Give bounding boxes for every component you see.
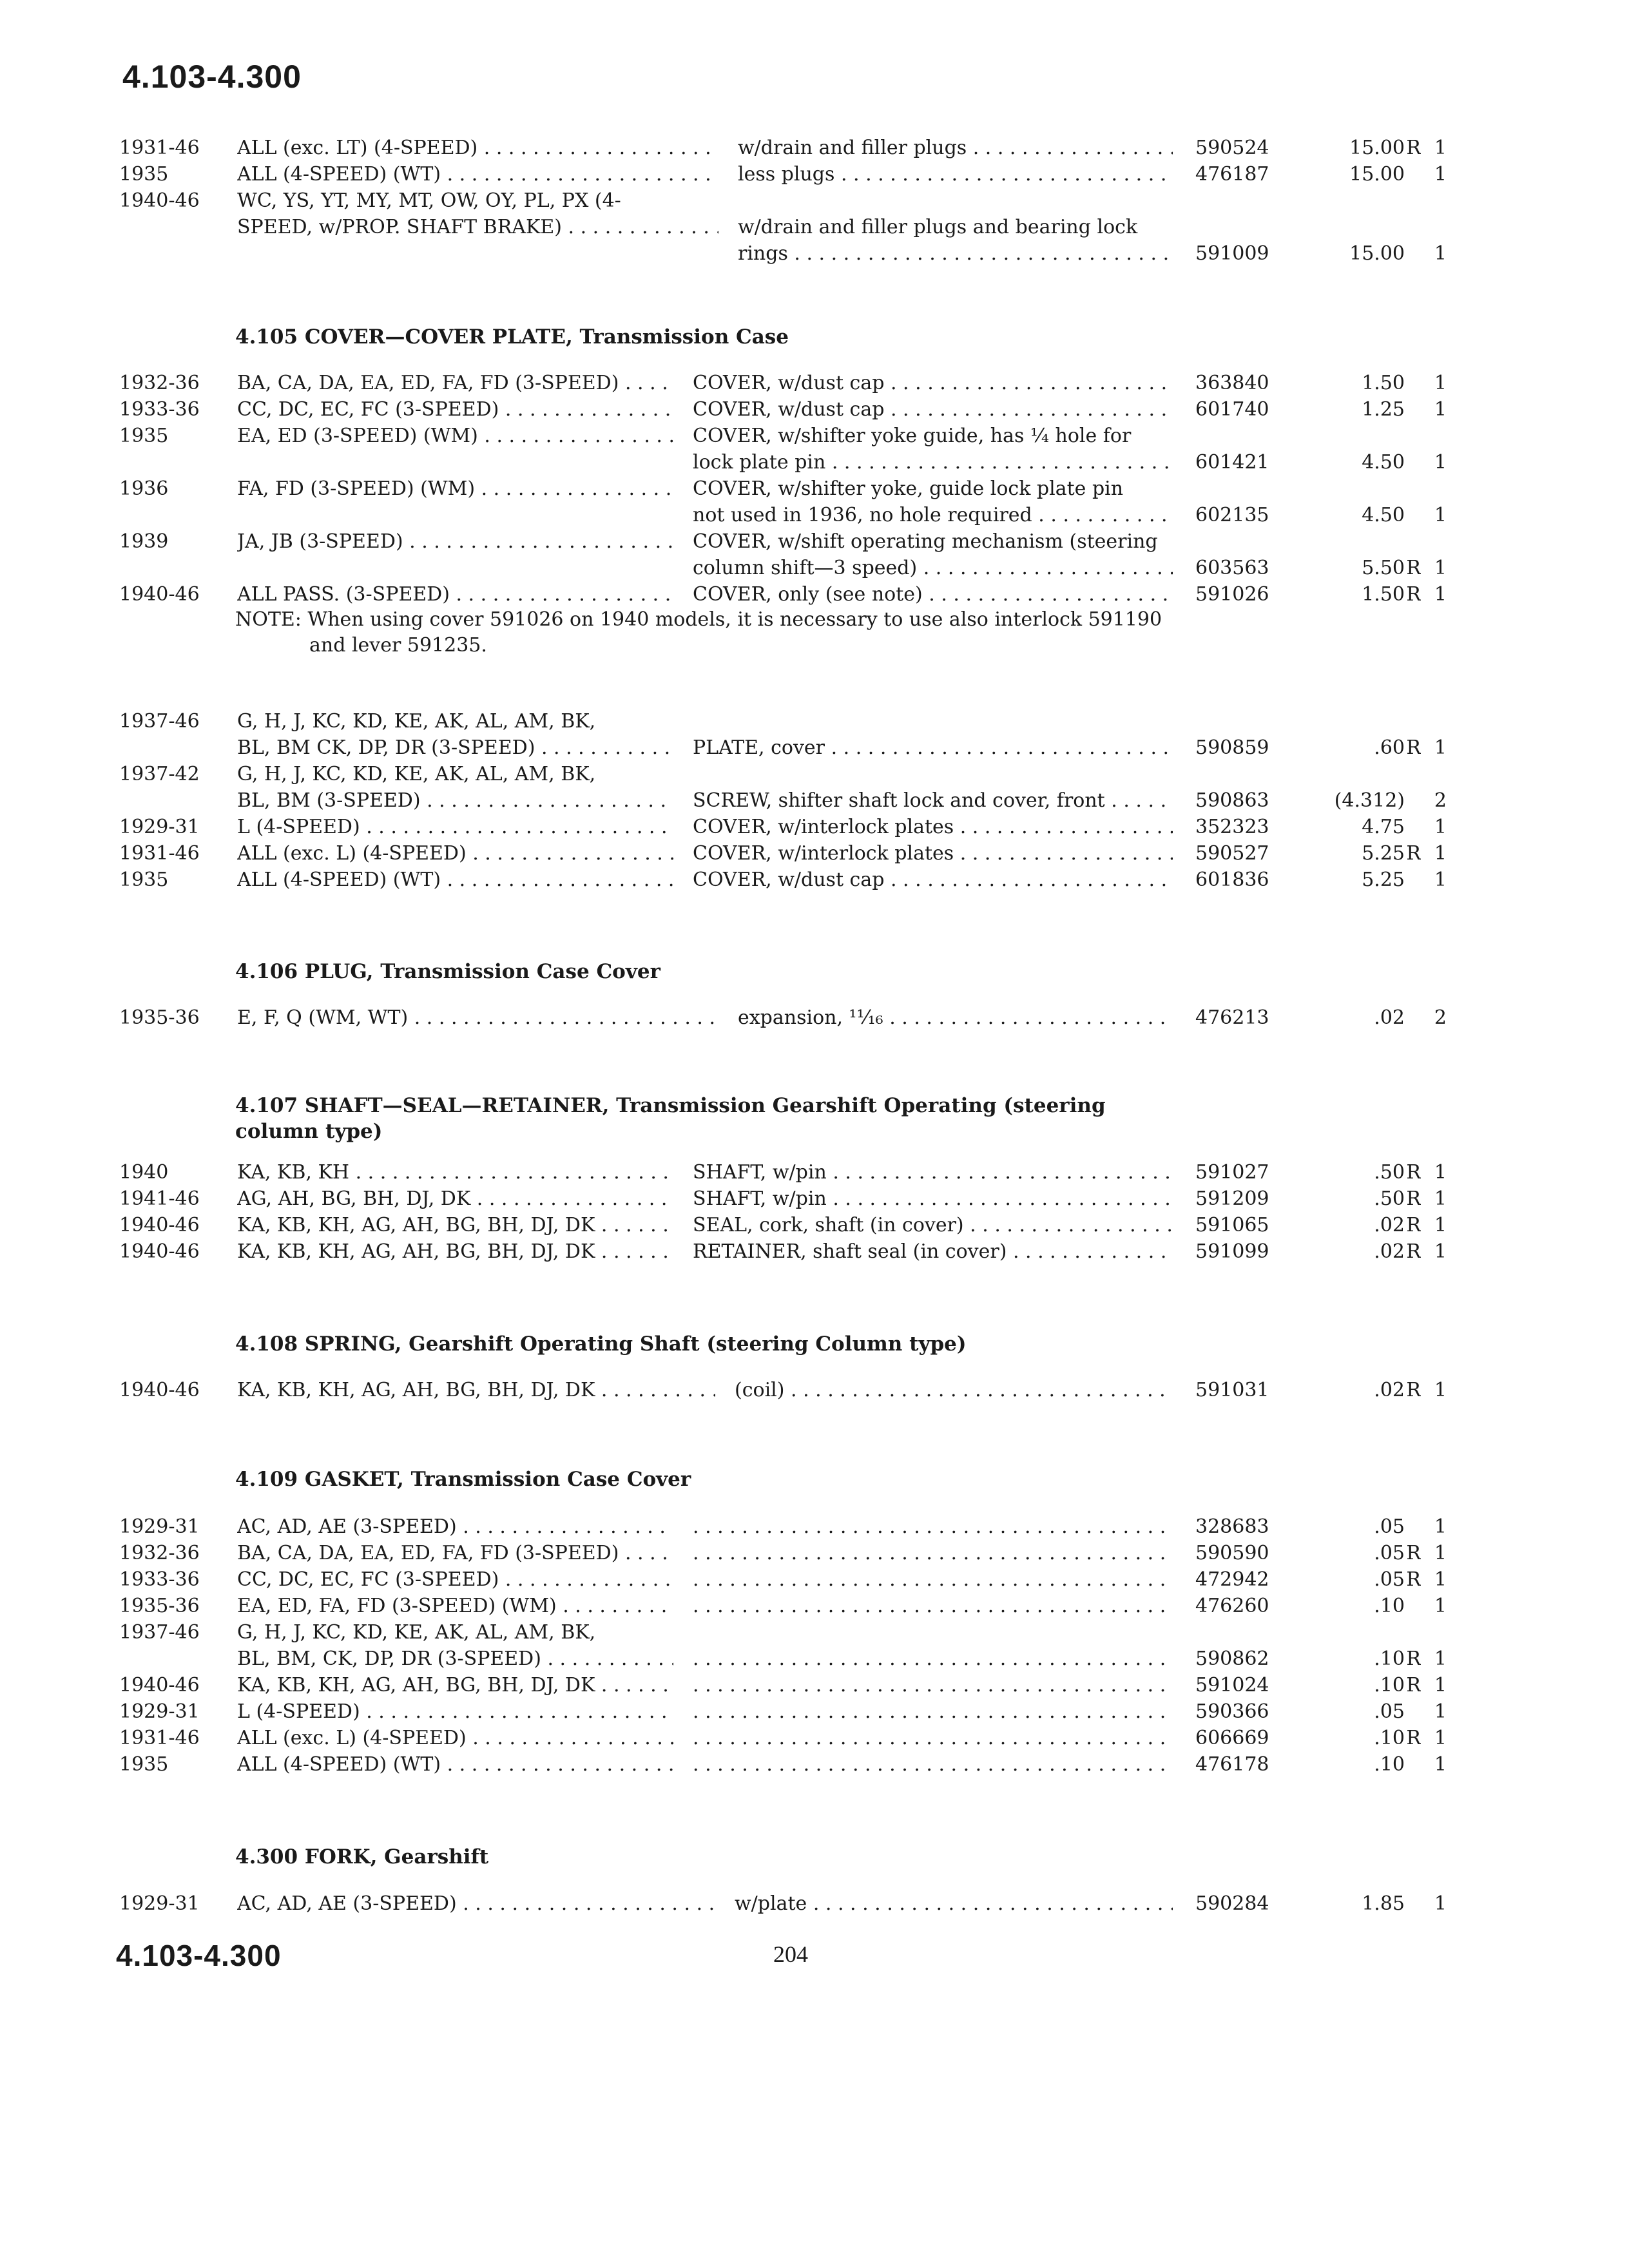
cell-price: .60: [1374, 736, 1405, 759]
cell-desc: SHAFT, w/pin . . .: [693, 1160, 1173, 1186]
cell-desc: COVER, only (see note) . . .: [693, 582, 1173, 608]
cell-model: WC, YS, YT, MY, MT, OW, OY, PL, PX (4-: [237, 189, 621, 212]
cell-year: 1935: [119, 869, 169, 891]
cell-flag: R: [1406, 1214, 1421, 1236]
cell-model: KA, KB, KH, AG, AH, BG, BH, DJ, DK . . .: [237, 1213, 673, 1238]
cell-qty: 1: [1434, 398, 1447, 421]
table-row: [0, 555, 1629, 581]
cell-flag: R: [1406, 1161, 1421, 1184]
table-row: [0, 814, 1629, 840]
cell-part: 590863: [1195, 789, 1269, 812]
cell-year: 1937-42: [119, 763, 200, 785]
cell-qty: 2: [1434, 789, 1447, 812]
table-row: [0, 788, 1629, 814]
table-row: [0, 1699, 1629, 1725]
cell-price: .05: [1374, 1542, 1405, 1564]
cell-model: KA, KB, KH, AG, AH, BG, BH, DJ, DK . . .: [237, 1673, 673, 1698]
cell-price: 15.00: [1349, 242, 1405, 265]
cell-qty: 1: [1434, 1674, 1447, 1696]
cell-price: .02: [1374, 1006, 1405, 1029]
cell-price: .10: [1374, 1753, 1405, 1776]
cell-price: 15.00: [1349, 163, 1405, 186]
cell-desc: lock plate pin . . .: [693, 450, 1173, 476]
cell-desc: not used in 1936, no hole required . . .: [693, 503, 1173, 528]
cell-desc: [693, 1673, 1173, 1698]
cell-desc: COVER, w/dust cap . . .: [693, 867, 1173, 893]
cell-qty: 1: [1434, 1648, 1447, 1670]
cell-model: AG, AH, BG, BH, DJ, DK . . .: [237, 1186, 673, 1212]
cell-price: .50: [1374, 1187, 1405, 1210]
page-header-code: 4.103-4.300: [122, 59, 302, 95]
cell-flag: R: [1406, 1568, 1421, 1591]
cell-price: 1.85: [1362, 1892, 1405, 1915]
cell-model: ALL (exc. L) (4-SPEED) . . .: [237, 1725, 673, 1751]
table-row: [0, 1752, 1629, 1778]
cell-model: BL, BM CK, DP, DR (3-SPEED) . . .: [237, 735, 673, 761]
cell-flag: R: [1406, 1187, 1421, 1210]
cell-part: 476213: [1195, 1006, 1269, 1029]
cell-year: 1929-31: [119, 1892, 200, 1915]
cell-part: 590366: [1195, 1700, 1269, 1723]
cell-part: 591209: [1195, 1187, 1269, 1210]
table-row: [0, 1005, 1629, 1031]
cell-desc: [693, 1725, 1173, 1751]
cell-part: 601836: [1195, 869, 1269, 891]
cell-desc: less plugs . . .: [738, 162, 1173, 187]
cell-year: 1940-46: [119, 1214, 200, 1236]
table-row: [0, 1891, 1629, 1917]
cell-qty: 1: [1434, 137, 1447, 159]
cell-price: 5.50: [1362, 557, 1405, 579]
cell-desc: RETAINER, shaft seal (in cover) . . .: [693, 1239, 1173, 1265]
cell-part: 328683: [1195, 1515, 1269, 1538]
cell-price: 4.50: [1362, 504, 1405, 526]
cell-price: .10: [1374, 1595, 1405, 1617]
cell-desc: COVER, w/dust cap . . .: [693, 397, 1173, 423]
cell-desc: [693, 1514, 1173, 1540]
cell-price: 4.50: [1362, 451, 1405, 474]
cell-year: 1929-31: [119, 816, 200, 838]
cell-model: BA, CA, DA, EA, ED, FA, FD (3-SPEED) . . .: [237, 370, 673, 396]
cell-part: 591009: [1195, 242, 1269, 265]
cell-price: .05: [1374, 1568, 1405, 1591]
cell-qty: 1: [1434, 1187, 1447, 1210]
cell-model: FA, FD (3-SPEED) (WM) . . .: [237, 476, 673, 502]
note-line-2: and lever 591235.: [309, 634, 487, 657]
table-row: [0, 215, 1629, 240]
cell-desc: [693, 1699, 1173, 1725]
cell-price: .02: [1374, 1214, 1405, 1236]
cell-year: 1929-31: [119, 1700, 200, 1723]
cell-desc: [693, 1593, 1173, 1619]
cell-price: .02: [1374, 1240, 1405, 1263]
cell-desc: (coil) . . .: [735, 1378, 1173, 1403]
cell-qty: 1: [1434, 1595, 1447, 1617]
cell-desc: [693, 1646, 1173, 1672]
cell-model: E, F, Q (WM, WT) . . .: [237, 1005, 718, 1031]
cell-part: 601740: [1195, 398, 1269, 421]
table-row: [0, 503, 1629, 528]
cell-model: JA, JB (3-SPEED) . . .: [237, 529, 673, 555]
cell-year: 1932-36: [119, 372, 200, 394]
cell-year: 1931-46: [119, 137, 200, 159]
section-title: 4.107 SHAFT—SEAL—RETAINER, Transmission Gearshift Operating (steering column type): [235, 1094, 1106, 1143]
table-row: [0, 1673, 1629, 1698]
table-row: [0, 1593, 1629, 1619]
cell-part: 591027: [1195, 1161, 1269, 1184]
cell-part: 590862: [1195, 1648, 1269, 1670]
cell-price: .10: [1374, 1648, 1405, 1670]
cell-year: 1940-46: [119, 1674, 200, 1696]
cell-desc: SEAL, cork, shaft (in cover) . . .: [693, 1213, 1173, 1238]
cell-model: KA, KB, KH, AG, AH, BG, BH, DJ, DK . . .: [237, 1378, 715, 1403]
cell-flag: R: [1406, 1727, 1421, 1749]
cell-part: 476178: [1195, 1753, 1269, 1776]
table-row: [0, 450, 1629, 476]
table-row: [0, 1239, 1629, 1265]
cell-part: 601421: [1195, 451, 1269, 474]
cell-part: 363840: [1195, 372, 1269, 394]
note-text: [235, 607, 1189, 658]
cell-qty: 1: [1434, 842, 1447, 865]
table-row: [0, 1186, 1629, 1212]
cell-price: .05: [1374, 1515, 1405, 1538]
section-title: 4.109 GASKET, Transmission Case Cover: [235, 1468, 691, 1491]
cell-price: 4.75: [1362, 816, 1405, 838]
cell-flag: R: [1406, 1240, 1421, 1263]
cell-part: 590527: [1195, 842, 1269, 865]
cell-model: ALL PASS. (3-SPEED) . . .: [237, 582, 673, 608]
cell-model: AC, AD, AE (3-SPEED) . . .: [237, 1514, 673, 1540]
cell-year: 1935-36: [119, 1006, 200, 1029]
cell-year: 1940-46: [119, 583, 200, 606]
cell-year: 1935: [119, 425, 169, 447]
cell-desc: w/drain and filler plugs . . .: [738, 135, 1173, 161]
table-row: [0, 1567, 1629, 1593]
cell-flag: R: [1406, 736, 1421, 759]
table-row: [0, 476, 1629, 502]
note-line-1: NOTE: When using cover 591026 on 1940 models, it is necessary to use also interlock 591190: [235, 608, 1162, 631]
cell-year: 1929-31: [119, 1515, 200, 1538]
cell-part: 606669: [1195, 1727, 1269, 1749]
cell-year: 1939: [119, 530, 169, 553]
cell-part: 591031: [1195, 1379, 1269, 1401]
table-row: [0, 370, 1629, 396]
cell-model: ALL (4-SPEED) (WT) . . .: [237, 867, 673, 893]
table-row: [0, 1620, 1629, 1646]
cell-model: SPEED, w/PROP. SHAFT BRAKE) . . .: [237, 215, 718, 240]
cell-qty: 1: [1434, 1892, 1447, 1915]
table-row: [0, 762, 1629, 787]
cell-model: ALL (4-SPEED) (WT) . . .: [237, 1752, 673, 1778]
cell-qty: 1: [1434, 736, 1447, 759]
cell-desc: column shift—3 speed) . . .: [693, 555, 1173, 581]
cell-qty: 1: [1434, 1161, 1447, 1184]
cell-price: .10: [1374, 1674, 1405, 1696]
table-row: [0, 735, 1629, 761]
page-number: 204: [773, 1941, 808, 1967]
table-row: [0, 162, 1629, 187]
cell-price: .02: [1374, 1379, 1405, 1401]
cell-year: 1931-46: [119, 842, 200, 865]
table-row: [0, 529, 1629, 555]
cell-part: 472942: [1195, 1568, 1269, 1591]
cell-qty: 1: [1434, 1568, 1447, 1591]
cell-price: .10: [1374, 1727, 1405, 1749]
cell-model: EA, ED (3-SPEED) (WM) . . .: [237, 423, 673, 449]
cell-model: BL, BM (3-SPEED) . . .: [237, 788, 673, 814]
cell-year: 1931-46: [119, 1727, 200, 1749]
section-title: 4.105 COVER—COVER PLATE, Transmission Case: [235, 325, 789, 349]
cell-desc: PLATE, cover . . .: [693, 735, 1173, 761]
cell-qty: 2: [1434, 1006, 1447, 1029]
table-row: [0, 867, 1629, 893]
cell-qty: 1: [1434, 451, 1447, 474]
cell-year: 1941-46: [119, 1187, 200, 1210]
cell-qty: 1: [1434, 163, 1447, 186]
cell-desc: rings . . .: [738, 241, 1173, 267]
table-row: [0, 709, 1629, 735]
cell-price: 1.50: [1362, 583, 1405, 606]
cell-part: 591099: [1195, 1240, 1269, 1263]
cell-year: 1932-36: [119, 1542, 200, 1564]
cell-desc: [693, 1541, 1173, 1566]
cell-qty: 1: [1434, 1214, 1447, 1236]
cell-year: 1937-46: [119, 710, 200, 733]
cell-year: 1940-46: [119, 1379, 200, 1401]
cell-year: 1940: [119, 1161, 169, 1184]
table-row: [0, 397, 1629, 423]
cell-desc: COVER, w/shifter yoke, guide lock plate pin: [693, 477, 1124, 500]
table-row: [0, 1160, 1629, 1186]
cell-part: 476187: [1195, 163, 1269, 186]
cell-model: BA, CA, DA, EA, ED, FA, FD (3-SPEED) . . .: [237, 1541, 673, 1566]
cell-qty: 1: [1434, 557, 1447, 579]
cell-model: KA, KB, KH, AG, AH, BG, BH, DJ, DK . . .: [237, 1239, 673, 1265]
cell-qty: 1: [1434, 1727, 1447, 1749]
cell-flag: R: [1406, 1379, 1421, 1401]
cell-qty: 1: [1434, 816, 1447, 838]
cell-part: 591065: [1195, 1214, 1269, 1236]
cell-part: 352323: [1195, 816, 1269, 838]
page-footer-code: 4.103-4.300: [116, 1939, 282, 1972]
cell-desc: COVER, w/shift operating mechanism (steering: [693, 530, 1158, 553]
cell-price: 15.00: [1349, 137, 1405, 159]
cell-model: AC, AD, AE (3-SPEED) . . .: [237, 1891, 715, 1917]
cell-qty: 1: [1434, 1542, 1447, 1564]
cell-part: 590524: [1195, 137, 1269, 159]
cell-year: 1933-36: [119, 1568, 200, 1591]
cell-desc: [693, 1752, 1173, 1778]
cell-price: 5.25: [1362, 842, 1405, 865]
cell-year: 1933-36: [119, 398, 200, 421]
table-row: [0, 423, 1629, 449]
cell-model: L (4-SPEED) . . .: [237, 1699, 673, 1725]
cell-flag: R: [1406, 1542, 1421, 1564]
cell-part: 591024: [1195, 1674, 1269, 1696]
section-title: 4.106 PLUG, Transmission Case Cover: [235, 960, 660, 983]
table-row: [0, 582, 1629, 608]
cell-flag: R: [1406, 583, 1421, 606]
cell-model: ALL (4-SPEED) (WT) . . .: [237, 162, 718, 187]
cell-flag: R: [1406, 1648, 1421, 1670]
table-row: [0, 1213, 1629, 1238]
cell-part: 476260: [1195, 1595, 1269, 1617]
cell-model: CC, DC, EC, FC (3-SPEED) . . .: [237, 397, 673, 423]
cell-desc: COVER, w/dust cap . . .: [693, 370, 1173, 396]
cell-qty: 1: [1434, 504, 1447, 526]
cell-desc: SCREW, shifter shaft lock and cover, front . . .: [693, 788, 1173, 814]
cell-price: 1.25: [1362, 398, 1405, 421]
cell-part: 590859: [1195, 736, 1269, 759]
table-row: [0, 1725, 1629, 1751]
cell-year: 1935-36: [119, 1595, 200, 1617]
cell-desc: COVER, w/interlock plates . . .: [693, 814, 1173, 840]
cell-flag: R: [1406, 137, 1421, 159]
cell-model: L (4-SPEED) . . .: [237, 814, 673, 840]
cell-qty: 1: [1434, 242, 1447, 265]
cell-part: 602135: [1195, 504, 1269, 526]
cell-year: 1936: [119, 477, 169, 500]
cell-desc: [693, 1567, 1173, 1593]
cell-year: 1935: [119, 1753, 169, 1776]
cell-year: 1937-46: [119, 1621, 200, 1644]
cell-desc: COVER, w/interlock plates . . .: [693, 841, 1173, 867]
cell-part: 590284: [1195, 1892, 1269, 1915]
table-row: [0, 188, 1629, 214]
cell-model: KA, KB, KH . . .: [237, 1160, 673, 1186]
cell-flag: R: [1406, 842, 1421, 865]
table-row: [0, 1378, 1629, 1403]
cell-qty: 1: [1434, 869, 1447, 891]
cell-price: .50: [1374, 1161, 1405, 1184]
table-row: [0, 241, 1629, 267]
cell-part: 591026: [1195, 583, 1269, 606]
cell-model: G, H, J, KC, KD, KE, AK, AL, AM, BK,: [237, 1621, 596, 1644]
cell-price: .05: [1374, 1700, 1405, 1723]
cell-price: 5.25: [1362, 869, 1405, 891]
cell-qty: 1: [1434, 372, 1447, 394]
cell-desc: COVER, w/shifter yoke guide, has ¼ hole for: [693, 425, 1132, 447]
cell-year: 1940-46: [119, 189, 200, 212]
cell-year: 1935: [119, 163, 169, 186]
table-row: [0, 1541, 1629, 1566]
cell-qty: 1: [1434, 1700, 1447, 1723]
cell-qty: 1: [1434, 1753, 1447, 1776]
section-title: 4.300 FORK, Gearshift: [235, 1845, 489, 1869]
cell-price: 1.50: [1362, 372, 1405, 394]
cell-desc: w/plate . . .: [735, 1891, 1173, 1917]
table-row: [0, 1646, 1629, 1672]
table-row: [0, 135, 1629, 161]
cell-model: BL, BM, CK, DP, DR (3-SPEED) . . .: [237, 1646, 673, 1672]
cell-model: CC, DC, EC, FC (3-SPEED) . . .: [237, 1567, 673, 1593]
cell-desc: SHAFT, w/pin . . .: [693, 1186, 1173, 1212]
cell-desc: w/drain and filler plugs and bearing lock: [738, 216, 1138, 238]
cell-model: G, H, J, KC, KD, KE, AK, AL, AM, BK,: [237, 710, 596, 733]
cell-model: ALL (exc. L) (4-SPEED) . . .: [237, 841, 673, 867]
cell-model: ALL (exc. LT) (4-SPEED) . . .: [237, 135, 718, 161]
cell-desc: expansion, ¹¹⁄₁₆ . . .: [738, 1005, 1173, 1031]
section-title: 4.108 SPRING, Gearshift Operating Shaft (steering Column type): [235, 1332, 967, 1356]
table-row: [0, 1514, 1629, 1540]
table-row: [0, 841, 1629, 867]
cell-model: G, H, J, KC, KD, KE, AK, AL, AM, BK,: [237, 763, 596, 785]
cell-model: EA, ED, FA, FD (3-SPEED) (WM) . . .: [237, 1593, 673, 1619]
cell-qty: 1: [1434, 1379, 1447, 1401]
cell-part: 603563: [1195, 557, 1269, 579]
cell-qty: 1: [1434, 583, 1447, 606]
cell-year: 1940-46: [119, 1240, 200, 1263]
cell-flag: R: [1406, 557, 1421, 579]
cell-qty: 1: [1434, 1515, 1447, 1538]
cell-flag: R: [1406, 1674, 1421, 1696]
cell-qty: 1: [1434, 1240, 1447, 1263]
cell-part: 590590: [1195, 1542, 1269, 1564]
cell-price: (4.312): [1334, 789, 1405, 812]
